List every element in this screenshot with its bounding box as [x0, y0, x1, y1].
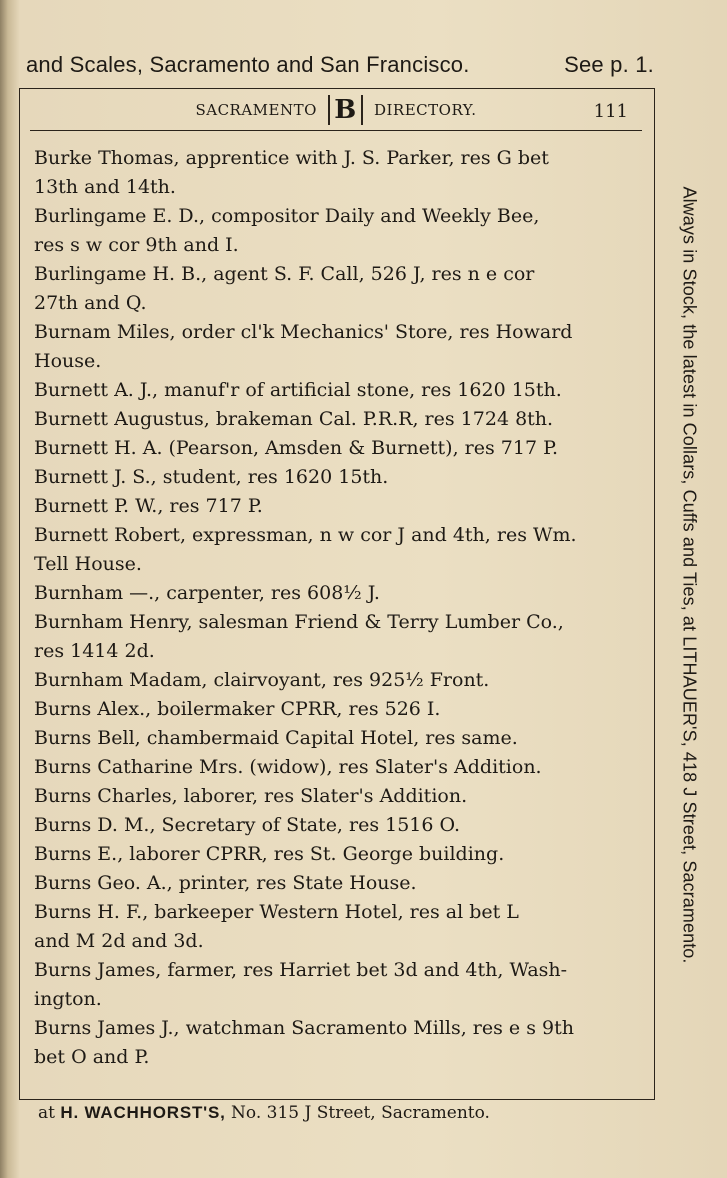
list-item: Burnett Robert, expressman, n w cor J and 4th, res Wm. Tell House. [34, 524, 577, 575]
list-item: Burns E., laborer CPRR, res St. George building. [34, 843, 505, 865]
list-item: Burnam Miles, order cl'k Mechanics' Store, res Howard House. [34, 321, 573, 372]
header-letter: B [328, 95, 362, 125]
list-item: Burnham —., carpenter, res 608½ J. [34, 582, 380, 604]
list-item: Burns Charles, laborer, res Slater's Addition. [34, 785, 468, 807]
top-advertisement [26, 52, 666, 78]
list-item: Burnham Madam, clairvoyant, res 925½ Front. [34, 669, 490, 691]
header-city: SACRAMENTO [195, 101, 317, 119]
header-word: DIRECTORY. [373, 101, 477, 119]
list-item: Burns James, farmer, res Harriet bet 3d and 4th, Wash- ington. [34, 959, 568, 1010]
list-item: Burnett P. W., res 717 P. [34, 495, 263, 517]
list-item: Burns H. F., barkeeper Western Hotel, res al bet L and M 2d and 3d. [34, 901, 519, 952]
list-item: Burns Geo. A., printer, res State House. [34, 872, 417, 894]
list-item: Burlingame E. D., compositor Daily and Weekly Bee, res s w cor 9th and I. [34, 205, 540, 256]
list-item: Burlingame H. B., agent S. F. Call, 526 J, res n e cor 27th and Q. [34, 263, 535, 314]
bottom-advertisement [38, 1103, 658, 1123]
list-item: Burnett H. A. (Pearson, Amsden & Burnett), res 717 P. [34, 437, 559, 459]
list-item: Burnett A. J., manuf'r of artificial stone, res 1620 15th. [34, 379, 562, 401]
header-title [30, 95, 642, 125]
bottom-ad-prefix: at [38, 1103, 55, 1123]
running-header [30, 89, 642, 131]
list-item: Burns D. M., Secretary of State, res 1516 O. [34, 814, 461, 836]
list-item: Burns Alex., boilermaker CPRR, res 526 I. [34, 698, 441, 720]
directory-entries [34, 144, 634, 1072]
bottom-ad-address: No. 315 J Street, Sacramento. [231, 1103, 490, 1123]
list-item: Burnett J. S., student, res 1620 15th. [34, 466, 389, 488]
list-item: Burke Thomas, apprentice with J. S. Parker, res G bet 13th and 14th. [34, 147, 549, 198]
list-item: Burns James J., watchman Sacramento Mills, res e s 9th bet O and P. [34, 1017, 574, 1068]
side-ad-text: Always in Stock, the latest in Collars, Cuffs and Ties, at LITHAUER'S, 418 J Street, Sacramento. [679, 186, 700, 964]
top-ad-text: and Scales, Sacramento and San Francisco. [26, 52, 470, 77]
top-ad-reference: See p. 1. [564, 52, 654, 77]
list-item: Burnham Henry, salesman Friend & Terry Lumber Co., res 1414 2d. [34, 611, 564, 662]
bottom-ad-name: H. WACHHORST'S, [60, 1103, 226, 1122]
page-number: 111 [593, 101, 628, 122]
list-item: Burnett Augustus, brakeman Cal. P.R.R, res 1724 8th. [34, 408, 554, 430]
page-frame [19, 88, 655, 1100]
list-item: Burns Bell, chambermaid Capital Hotel, res same. [34, 727, 518, 749]
list-item: Burns Catharine Mrs. (widow), res Slater's Addition. [34, 756, 542, 778]
